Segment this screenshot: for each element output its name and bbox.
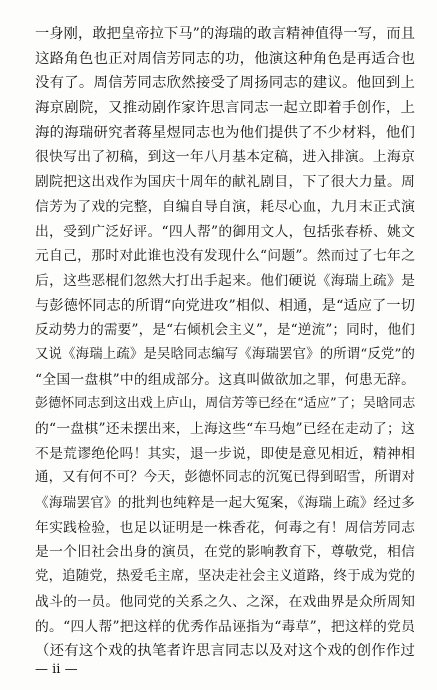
text-line: （还有这个戏的执笔者许思言同志以及对这个戏的创作作过 — [35, 643, 415, 660]
body-text — [35, 22, 415, 664]
text-line: 是一个旧社会出身的演员，在党的影响教育下，尊敬党，相信 — [35, 544, 415, 561]
text-line: 这路角色也正对周信芳同志的功，他演这种角色是再适合也 — [35, 50, 415, 67]
text-line: 元自己，那时对此谁也没有发现什么“问题”。然而过了七年之 — [35, 248, 415, 265]
text-line: 后，这些恶棍们忽然大打出手起来。他们硬说《海瑞上疏》是 — [35, 272, 415, 289]
text-line: 彭德怀同志到这出戏上庐山，周信芳等已经在“适应”了；吴晗同志 — [35, 396, 415, 412]
text-line: 《海瑞罢官》的批判也纯粹是一起大冤案，《海瑞上疏》经过多 — [35, 495, 415, 512]
text-line: 没有了。周信芳同志欣然接受了周扬同志的建议。他回到上 — [35, 75, 415, 92]
text-line: 剧院把这出戏作为国庆十周年的献礼剧目，下了很大力量。周 — [35, 174, 415, 191]
text-line: 与彭德怀同志的所谓“向党进攻”相似、相通，是“适应了一切 — [35, 297, 415, 314]
text-line: 一身刚，敢把皇帝拉下马”的海瑞的敢言精神值得一写，而且 — [35, 26, 415, 42]
text-line: 战斗的一员。他同党的关系之久、之深，在戏曲界是众所周知 — [35, 593, 415, 610]
text-line: 通，又有何不可？今天，彭德怀同志的沉冤已得到昭雪，所谓对 — [35, 470, 415, 486]
text-line: 海京剧院，又推动剧作家许思言同志一起立即着手创作，上 — [35, 100, 415, 117]
text-line: 反动势力的需要”，是“右倾机会主义”，是“逆流”；同时，他们 — [35, 322, 415, 339]
text-line: “全国一盘棋”中的组成部分。这真叫做欲加之罪，何患无辞。 — [35, 371, 415, 388]
text-line: 信芳为了戏的完整，自编自导自演，耗尽心血，九月末正式演 — [35, 198, 415, 215]
text-line: 又说《海瑞上疏》是吴晗同志编写《海瑞罢官》的所谓“反党”的 — [35, 346, 415, 362]
text-line: 年实践检验，也足以证明是一株香花，何毒之有！周信芳同志 — [35, 519, 415, 536]
text-line: 党，追随党，热爱毛主席，坚决走社会主义道路，终于成为党的 — [35, 569, 415, 585]
page-number: — ii — — [35, 662, 78, 677]
text-line: 很快写出了初稿，到这一年八月基本定稿，进入排演。上海京 — [35, 149, 415, 166]
text-line: 不是荒谬绝伦吗！其实，退一步说，即使是意见相近，精神相 — [35, 445, 415, 462]
text-line: 的。“四人帮”把这样的优秀作品诬指为“毒草”，把这样的党员 — [35, 618, 415, 635]
text-line: 海的海瑞研究者蒋星煜同志也为他们提供了不少材料，他们 — [35, 124, 415, 141]
text-line: 出，受到广泛好评。“四人帮”的御用文人，包括张春桥、姚文 — [35, 223, 415, 240]
text-line: 的“一盘棋”还未摆出来，上海这些“车马炮”已经在走动了；这 — [35, 421, 415, 437]
